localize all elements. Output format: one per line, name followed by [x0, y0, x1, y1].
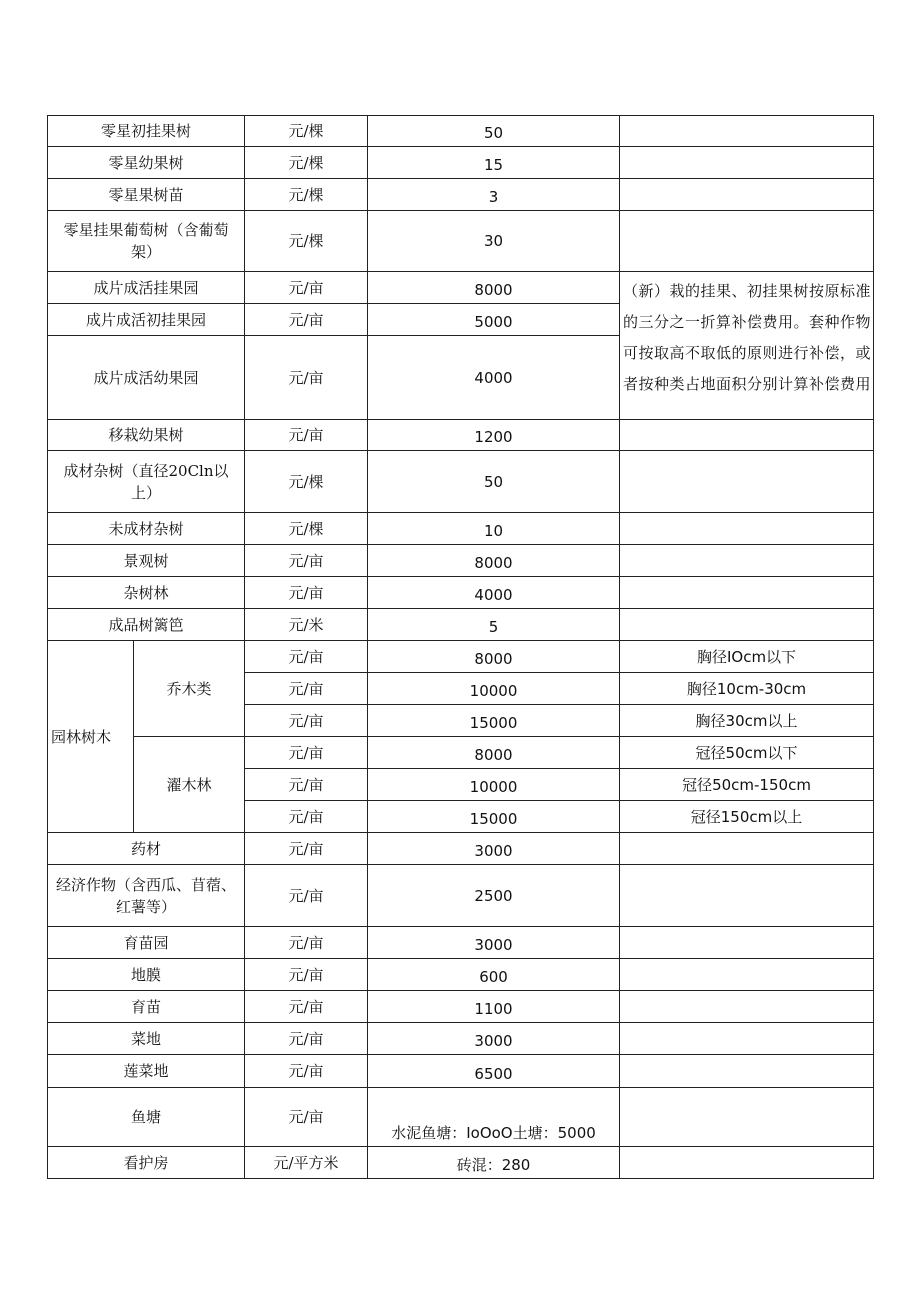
- amount: 1100: [368, 991, 620, 1023]
- item-name: 景观树: [48, 545, 245, 577]
- amount: 30: [368, 211, 620, 272]
- unit: 元/亩: [245, 336, 368, 420]
- item-name: [48, 451, 245, 513]
- unit: 元/亩: [245, 705, 368, 737]
- table-row: [48, 451, 874, 513]
- remark: [620, 577, 874, 609]
- remark: [620, 833, 874, 865]
- remark: [620, 545, 874, 577]
- remark: [620, 211, 874, 272]
- remark: [620, 927, 874, 959]
- remark: [620, 1055, 874, 1088]
- item-name: 看护房: [48, 1147, 245, 1179]
- amount: 8000: [368, 641, 620, 673]
- unit: 元/亩: [245, 769, 368, 801]
- amount: 15000: [368, 801, 620, 833]
- amount: 8000: [368, 272, 620, 304]
- item-name-text: 零星挂果葡萄树（含葡萄架）: [63, 221, 229, 261]
- amount: 15: [368, 147, 620, 179]
- remark: 冠径150cm以上: [620, 801, 874, 833]
- unit: 元/棵: [245, 147, 368, 179]
- table-row: [48, 609, 874, 641]
- item-name: 成片成活挂果园: [48, 272, 245, 304]
- remark: [620, 420, 874, 451]
- amount: 2500: [368, 865, 620, 927]
- amount: 10000: [368, 673, 620, 705]
- unit: 元/亩: [245, 673, 368, 705]
- unit: 元/平方米: [245, 1147, 368, 1179]
- item-name: 药材: [48, 833, 245, 865]
- remark: [620, 116, 874, 147]
- amount: 15000: [368, 705, 620, 737]
- remark: [620, 1147, 874, 1179]
- amount: 3000: [368, 833, 620, 865]
- table-row: [48, 147, 874, 179]
- amount: 水泥鱼塘：IoOoO土塘：5000: [368, 1088, 620, 1147]
- unit: 元/亩: [245, 865, 368, 927]
- remark: [620, 959, 874, 991]
- table-row: [48, 1088, 874, 1147]
- remark: [620, 513, 874, 545]
- amount: 10: [368, 513, 620, 545]
- amount: 50: [368, 451, 620, 513]
- unit: 元/亩: [245, 272, 368, 304]
- unit: 元/亩: [245, 577, 368, 609]
- item-name: [48, 211, 245, 272]
- table-row: [48, 991, 874, 1023]
- amount: 600: [368, 959, 620, 991]
- unit: 元/亩: [245, 304, 368, 336]
- unit: 元/棵: [245, 211, 368, 272]
- remark: [620, 451, 874, 513]
- item-name: 成品树篱笆: [48, 609, 245, 641]
- amount: 3000: [368, 1023, 620, 1055]
- unit: 元/棵: [245, 179, 368, 211]
- remark: 胸径10cm-30cm: [620, 673, 874, 705]
- item-name: 菜地: [48, 1023, 245, 1055]
- amount: 砖混：280: [368, 1147, 620, 1179]
- item-name: 零星果树苗: [48, 179, 245, 211]
- unit: 元/亩: [245, 641, 368, 673]
- table-row: [48, 545, 874, 577]
- amount: 5000: [368, 304, 620, 336]
- amount: 8000: [368, 737, 620, 769]
- unit: 元/棵: [245, 451, 368, 513]
- remark: 冠径50cm-150cm: [620, 769, 874, 801]
- item-name: 地膜: [48, 959, 245, 991]
- table-row: [48, 513, 874, 545]
- item-name: 育苗: [48, 991, 245, 1023]
- item-name: 零星幼果树: [48, 147, 245, 179]
- orchard-note: （新）栽的挂果、初挂果树按原标准的三分之一折算补偿费用。套种作物可按取高不取低的原则进行补偿，或者按种类占地面积分别计算补偿费用: [620, 272, 874, 420]
- item-name: 莲菜地: [48, 1055, 245, 1088]
- amount: 3: [368, 179, 620, 211]
- unit: 元/米: [245, 609, 368, 641]
- remark: [620, 865, 874, 927]
- table-row: [48, 865, 874, 927]
- unit: 元/棵: [245, 116, 368, 147]
- unit: 元/亩: [245, 959, 368, 991]
- item-name: 移栽幼果树: [48, 420, 245, 451]
- table-row: [48, 959, 874, 991]
- table-row: [48, 833, 874, 865]
- table-row: [48, 927, 874, 959]
- item-name: 育苗园: [48, 927, 245, 959]
- amount: 50: [368, 116, 620, 147]
- unit: 元/亩: [245, 1088, 368, 1147]
- unit: 元/亩: [245, 801, 368, 833]
- remark: [620, 1023, 874, 1055]
- remark: 胸径IOcm以下: [620, 641, 874, 673]
- unit: 元/亩: [245, 420, 368, 451]
- remark: [620, 1088, 874, 1147]
- item-name: 杂树林: [48, 577, 245, 609]
- group-name: 乔木类: [134, 641, 245, 737]
- table-row: [48, 272, 874, 304]
- table-row: [48, 1147, 874, 1179]
- item-name: 零星初挂果树: [48, 116, 245, 147]
- remark: 胸径30cm以上: [620, 705, 874, 737]
- table-row: [48, 1055, 874, 1088]
- table-row: [48, 179, 874, 211]
- remark: [620, 991, 874, 1023]
- item-name: [48, 865, 245, 927]
- item-name: 成片成活初挂果园: [48, 304, 245, 336]
- group-name: 濯木林: [134, 737, 245, 833]
- unit: 元/亩: [245, 545, 368, 577]
- garden-label: 园林树木: [48, 641, 134, 833]
- amount: 1200: [368, 420, 620, 451]
- table-row: [48, 737, 874, 769]
- item-name: 未成材杂树: [48, 513, 245, 545]
- amount: 3000: [368, 927, 620, 959]
- amount: 10000: [368, 769, 620, 801]
- remark: [620, 147, 874, 179]
- table-row: [48, 1023, 874, 1055]
- table-row: [48, 211, 874, 272]
- amount: 8000: [368, 545, 620, 577]
- item-name: 鱼塘: [48, 1088, 245, 1147]
- unit: 元/亩: [245, 1055, 368, 1088]
- unit: 元/亩: [245, 991, 368, 1023]
- unit: 元/亩: [245, 927, 368, 959]
- unit: 元/棵: [245, 513, 368, 545]
- amount: 4000: [368, 577, 620, 609]
- amount: 4000: [368, 336, 620, 420]
- amount: 5: [368, 609, 620, 641]
- unit: 元/亩: [245, 1023, 368, 1055]
- table-row: [48, 641, 874, 673]
- table-row: [48, 577, 874, 609]
- table-row: [48, 420, 874, 451]
- table-row: [48, 116, 874, 147]
- unit: 元/亩: [245, 737, 368, 769]
- unit: 元/亩: [245, 833, 368, 865]
- item-name-text: 经济作物（含西瓜、苜蓿、红薯等）: [56, 875, 237, 916]
- remark: [620, 609, 874, 641]
- item-name-text: 成材杂树（直径20Cln以上）: [63, 461, 229, 502]
- item-name: 成片成活幼果园: [48, 336, 245, 420]
- amount: 6500: [368, 1055, 620, 1088]
- compensation-table: [47, 115, 874, 1179]
- remark: [620, 179, 874, 211]
- remark: 冠径50cm以下: [620, 737, 874, 769]
